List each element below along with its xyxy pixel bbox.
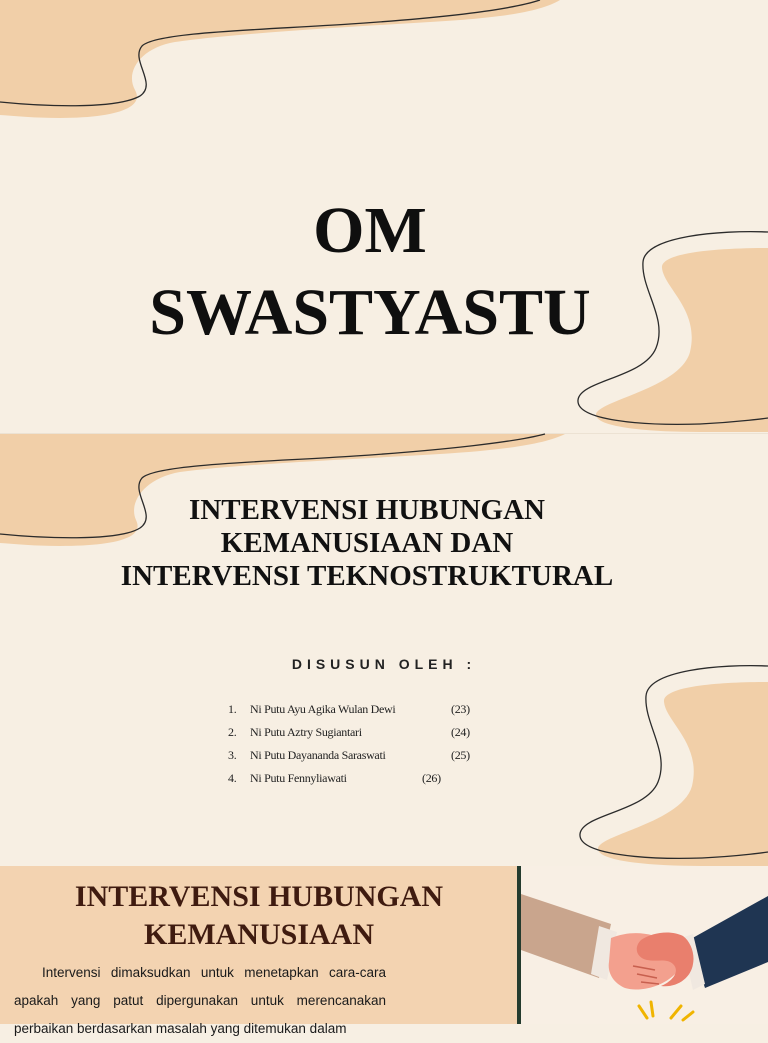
greeting-line-1: OM (313, 194, 427, 267)
slide-cover (0, 433, 768, 866)
member-id: (24) (451, 725, 470, 739)
presentation-title-line-3: INTERVENSI TEKNOSTRUKTURAL (120, 560, 614, 592)
member-name: Ni Putu Ayu Agika Wulan Dewi (250, 702, 396, 716)
greeting-title (0, 190, 740, 354)
section-title (0, 878, 518, 954)
member-item (228, 702, 488, 725)
member-number: 2. (228, 725, 237, 739)
member-name: Ni Putu Aztry Sugiantari (250, 725, 362, 739)
text-panel (0, 866, 518, 1036)
member-item (228, 748, 488, 771)
prepared-by-label: DISUSUN OLEH : (291, 656, 477, 672)
sparkle-left (639, 1002, 653, 1018)
top-blob-shape (0, 0, 560, 118)
member-number: 3. (228, 748, 237, 762)
handshake-illustration-icon (521, 866, 768, 1024)
section-title-line-2: KEMANUSIAAN (143, 918, 374, 951)
member-id: (26) (422, 771, 441, 785)
presentation-title-line-2: KEMANUSIAAN DAN (220, 527, 514, 559)
right-blob-shape (598, 682, 768, 866)
presentation-title-line-1: INTERVENSI HUBUNGAN (189, 494, 545, 526)
member-number: 1. (228, 702, 237, 716)
section-title-line-1: INTERVENSI HUBUNGAN (74, 880, 444, 913)
member-item (228, 771, 488, 794)
greeting-line-2: SWASTYASTU (149, 276, 591, 349)
member-id: (25) (451, 748, 470, 762)
member-number: 4. (228, 771, 237, 785)
member-name: Ni Putu Dayananda Saraswati (250, 748, 386, 762)
member-id: (23) (451, 702, 470, 716)
slide-title (0, 0, 768, 432)
member-item (228, 725, 488, 748)
section-body-text: Intervensi dimaksudkan untuk menetapkan cara-cara apakah yang patut dipergunakan untuk merencanakan perbaikan berdasarkan masalah yang ditemukan dalam (14, 965, 386, 1036)
slide-content (0, 866, 768, 1036)
member-name: Ni Putu Fennyliawati (250, 771, 347, 785)
image-panel (521, 866, 768, 1024)
presentation-title (0, 494, 734, 593)
member-list (228, 702, 488, 794)
sparkle-right (671, 1006, 693, 1020)
